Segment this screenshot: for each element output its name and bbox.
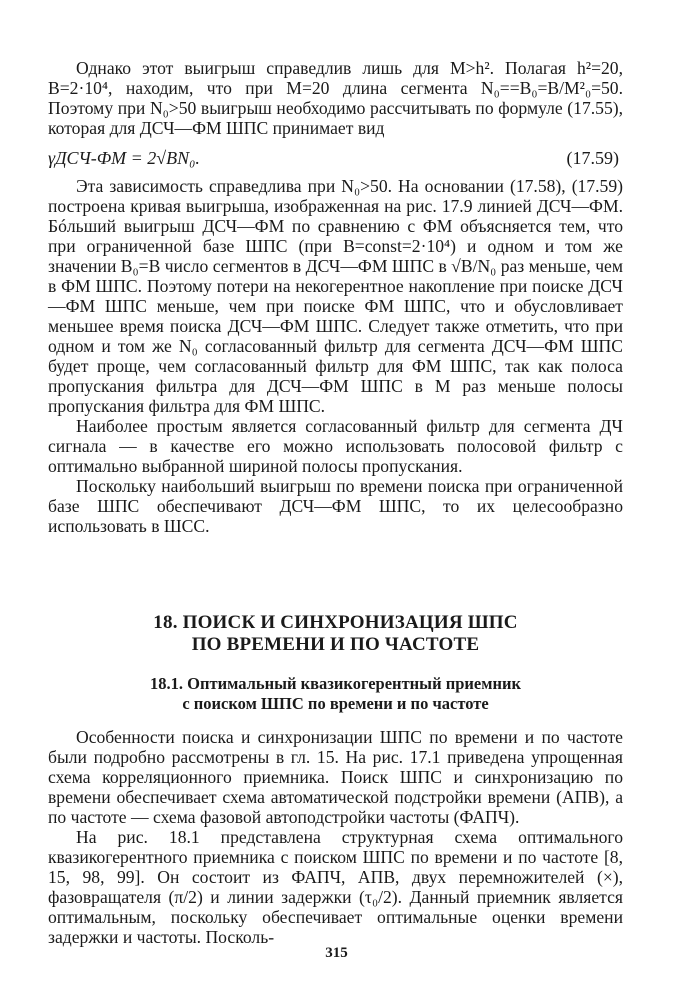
paragraph-search-sync: Особенности поиска и синхронизации ШПС по времени и по частоте были подробно рассмотрены в гл. 15. На рис. 17.1 приведена упрощенная схема корреляционного приемника. Поиск ШПС и синхронизацию по времени обеспечивает схема автоматической подстройки времени (АПВ), а по частоте — схема фазовой автоподстройки частоты (ФАПЧ). xyxy=(48,727,623,827)
section-heading xyxy=(48,674,623,714)
chapter-heading xyxy=(48,612,623,656)
formula-17-59 xyxy=(48,146,623,172)
paragraph-conclusion: Поскольку наибольший выигрыш по времени поиска при ограниченной базе ШПС обеспечивают ДСЧ—ФМ ШПС, то их целесообразно использовать в ШСС. xyxy=(48,476,623,536)
formula-expression: γДСЧ-ФМ = 2√BN₀. xyxy=(48,148,200,168)
page-number: 315 xyxy=(325,945,348,961)
paragraph-gain-curve: Эта зависимость справедлива при N₀>50. На основании (17.58), (17.59) построена кривая выигрыша, изображенная на рис. 17.9 линией ДСЧ—ФМ. Бóльший выигрыш ДСЧ—ФМ по сравнению с ФМ объясняется тем, что при ограниченной базе ШПС (при B=const=2·10⁴) и одном и том же значении B₀=B число сегментов в ДСЧ—ФМ ШПС в √B/N₀ раз меньше, чем в ФМ ШПС. Поэтому потери на некогерентное накопление при поиске ДСЧ—ФМ ШПС меньше, чем при поиске ФМ ШПС, что и обусловливает меньшее время поиска ДСЧ—ФМ ШПС. Следует также отметить, что при одном и том же N₀ согласованный фильтр для сегмента ДСЧ—ФМ ШПС будет проще, чем согласованный фильтр для ФМ ШПС, так как полоса пропускания фильтра для ДСЧ—ФМ ШПС в M раз меньше полосы пропускания фильтра для ФМ ШПС. xyxy=(48,176,623,416)
formula-number: (17.59) xyxy=(566,148,619,168)
paragraph-matched-filter: Наиболее простым является согласованный фильтр для сегмента ДЧ сигнала — в качестве его можно использовать полосовой фильтр с оптимально выбранной шириной полосы пропускания. xyxy=(48,416,623,476)
paragraph-receiver-structure: На рис. 18.1 представлена структурная схема оптимального квазикогерентного приемника с поиском ШПС по времени и по частоте [8, 15, 98, 99]. Он состоит из ФАПЧ, АПВ, двух перемножителей (×), фазовращателя (π/2) и линии задержки (τ₀/2). Данный приемник является оптимальным, поскольку обеспечивает оптимальные оценки времени задержки и частоты. Посколь- xyxy=(48,827,623,947)
chapter-title-line2: ПО ВРЕМЕНИ И ПО ЧАСТОТЕ xyxy=(191,634,480,655)
paragraph-gain-validity: Однако этот выигрыш справедлив лишь для M>h². Полагая h²=20, B=2·10⁴, находим, что при M=20 длина сегмента N₀==B₀=B/M²₀=50. Поэтому при N₀>50 выигрыш необходимо рассчитывать по формуле (17.55), которая для ДСЧ—ФМ ШПС принимает вид xyxy=(48,58,623,138)
top-text-block xyxy=(48,58,623,536)
chapter-title-line1: 18. ПОИСК И СИНХРОНИЗАЦИЯ ШПС xyxy=(153,612,518,633)
section-title-line2: с поиском ШПС по времени и по частоте xyxy=(182,694,489,713)
section-title-line1: 18.1. Оптимальный квазикогерентный приемник xyxy=(150,674,521,693)
bottom-text-block xyxy=(48,727,623,947)
